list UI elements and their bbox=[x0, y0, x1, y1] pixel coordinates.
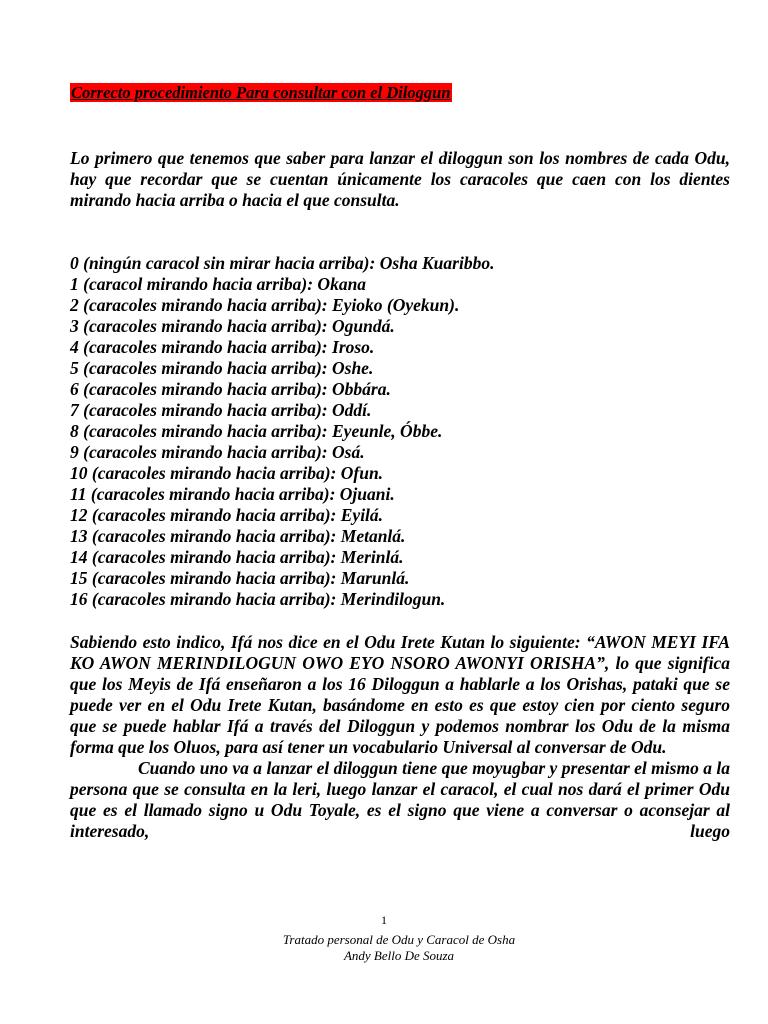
document-title-text: Correcto procedimiento Para consultar con el Diloggun bbox=[71, 83, 451, 102]
odu-list-item: 15 (caracoles mirando hacia arriba): Marunlá. bbox=[70, 568, 410, 588]
odu-list-item: 3 (caracoles mirando hacia arriba): Ogundá. bbox=[70, 316, 395, 336]
odu-list-item: 16 (caracoles mirando hacia arriba): Merindilogun. bbox=[70, 589, 446, 609]
odu-list-item: 2 (caracoles mirando hacia arriba): Eyioko (Oyekun). bbox=[70, 295, 460, 315]
odu-list-item: 13 (caracoles mirando hacia arriba): Metanlá. bbox=[70, 526, 406, 546]
odu-list-item: 11 (caracoles mirando hacia arriba): Ojuani. bbox=[70, 484, 395, 504]
odu-list-item: 6 (caracoles mirando hacia arriba): Obbára. bbox=[70, 379, 391, 399]
odu-list-item: 1 (caracol mirando hacia arriba): Okana bbox=[70, 274, 367, 294]
document-title bbox=[70, 82, 452, 104]
ifa-paragraph: Sabiendo esto indico, Ifá nos dice en el Odu Irete Kutan lo siguiente: “AWON MEYI IFA KO AWON MERINDILOGUN OWO EYO NSORO AWONYI ORISHA”, lo que significa que los Meyis de Ifá enseñaron a los 16 Diloggun a hablarle a los Orishas, pataki que se puede ver en el Odu Irete Kutan, basándome en esto es que estoy cien por ciento seguro que se puede hablar Ifá a través del Diloggun y podemos nombrar los Odu de la misma forma que los Oluos, para así tener un vocabulario Universal al conversar de Odu. bbox=[70, 632, 730, 757]
odu-list-item: 4 (caracoles mirando hacia arriba): Iroso. bbox=[70, 337, 375, 357]
odu-list-item: 14 (caracoles mirando hacia arriba): Merinlá. bbox=[70, 547, 404, 567]
odu-list-item: 7 (caracoles mirando hacia arriba): Oddí. bbox=[70, 400, 372, 420]
odu-list-item: 8 (caracoles mirando hacia arriba): Eyeunle, Óbbe. bbox=[70, 421, 443, 441]
odu-list-item: 0 (ningún caracol sin mirar hacia arriba): Osha Kuaribbo. bbox=[70, 253, 495, 273]
odu-list bbox=[70, 253, 730, 610]
odu-list-item: 9 (caracoles mirando hacia arriba): Osá. bbox=[70, 442, 365, 462]
page-number: 1 bbox=[381, 913, 387, 927]
footer-title: Tratado personal de Odu y Caracol de Osha bbox=[282, 932, 516, 947]
odu-list-item: 12 (caracoles mirando hacia arriba): Eyilá. bbox=[70, 505, 384, 525]
odu-list-item: 10 (caracoles mirando hacia arriba): Ofun. bbox=[70, 463, 384, 483]
intro-paragraph: Lo primero que tenemos que saber para lanzar el diloggun son los nombres de cada Odu, hay que recordar que se cuentan únicamente los caracoles que caen con los dientes mirando hacia arriba o hacia el que consulta. bbox=[70, 148, 730, 210]
odu-list-item: 5 (caracoles mirando hacia arriba): Oshe. bbox=[70, 358, 374, 378]
page-footer bbox=[0, 932, 768, 964]
footer-author: Andy Bello De Souza bbox=[343, 948, 455, 963]
body-section bbox=[70, 632, 730, 842]
diloggun-paragraph: Cuando uno va a lanzar el diloggun tiene que moyugbar y presentar el mismo a la persona que se consulta en la leri, luego lanzar el caracol, el cual nos dará el primer Odu que es el llamado signo u Odu Toyale, es el signo que viene a conversar o aconsejar al interesado, luego bbox=[70, 758, 730, 841]
